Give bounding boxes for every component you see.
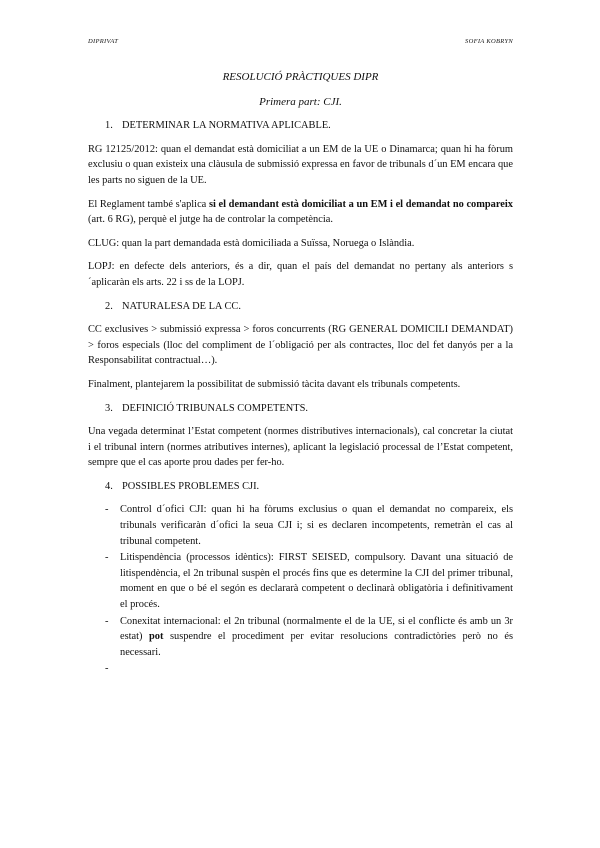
list-dash: - (105, 552, 109, 564)
list-item (88, 502, 513, 549)
paragraph-lopj: LOPJ: en defecte dels anteriors, és a dir, quan el país del demandat no pertany als anteriors s´aplicaràn els arts. 22 i ss de la LOPJ. (88, 261, 513, 288)
text-run: (art. 6 RG), perquè el jutge ha de controlar la competència. (88, 214, 333, 226)
list-item-empty (120, 661, 513, 677)
bold-text: si el demandant està domiciliat a un EM i el demandat no compareix (208, 198, 513, 210)
section-number: 2. (105, 300, 113, 312)
text-run: Conexitat internacional: el 2n tribunal (normalmente el de la UE, si el conflicte és amb un 3r estat) (120, 615, 513, 643)
text-run: suspendre el procediment per evitar resolucions contradictòries però no és necessari. (120, 631, 513, 658)
section-heading-2 (88, 299, 513, 315)
list-dash: - (105, 663, 109, 675)
section-title: DETERMINAR LA NORMATIVA APLICABLE. (122, 120, 331, 132)
section-title: NATURALESA DE LA CC. (122, 300, 241, 312)
section-number: 1. (105, 120, 113, 132)
list-item (88, 661, 513, 677)
text-run: El Reglament també s'aplica (88, 198, 209, 210)
document-subtitle: Primera part: CJI. (259, 95, 342, 108)
paragraph-reglament (88, 197, 513, 228)
section-title: POSSIBLES PROBLEMES CJI. (122, 480, 260, 492)
header-course: DIPRIVAT (88, 38, 119, 45)
paragraph-clug: CLUG: quan la part demandada està domiciliada a Suïssa, Noruega o Islàndia. (88, 237, 415, 249)
list-item-text: Litispendència (processos idèntics): FIRST SEISED, compulsory. Davant una situació de litispendència, el 2n tribunal suspèn el procés fins que es determine la CJI del primer tribunal, moment en que o bé el segón es declararà competent o declinarà obligatòria i definitivament el procés. (120, 552, 513, 611)
list-item-text (120, 614, 513, 661)
section-heading-1 (88, 118, 513, 134)
paragraph-finalment: Finalment, plantejarem la possibilitat de submissió tàcita davant els tribunals competents. (88, 378, 461, 390)
section-title: DEFINICIÓ TRIBUNALS COMPETENTS. (122, 402, 308, 414)
problems-list (88, 502, 513, 677)
section-number: 3. (105, 402, 113, 414)
paragraph-cc: CC exclusives > submissió expressa > foros concurrents (RG GENERAL DOMICILI DEMANDAT) > foros especials (lloc del compliment de l´obligació per als contractes, lloc del fet danyós per a la Responsabilitat contractual…). (88, 324, 513, 367)
section-heading-3 (88, 401, 513, 417)
section-heading-4 (88, 479, 513, 495)
document-title: RESOLUCIÓ PRÀCTIQUES DIPR (222, 71, 379, 83)
section-number: 4. (105, 480, 113, 492)
bold-text: pot (149, 631, 164, 643)
paragraph-tribunals: Una vegada determinat l’Estat competent (normes distributives internacionals), cal concretar la ciutat i el tribunal intern (normes atributives internes), aplicant la legislació processal de l’Estat competent, sempre que el cas aporte prou dades per fer-ho. (88, 426, 513, 469)
list-item-text: Control d´ofici CJI: quan hi ha fòrums exclusius o quan el demandat no compareix, els tribunals verificaràn d´ofici la seua CJI i; si es declaren incompetents, remetràn el cas al tribunal competent. (120, 504, 513, 547)
document-body (88, 70, 513, 678)
page-header (88, 38, 513, 50)
header-author: SOFIA KOBRYN (465, 38, 513, 45)
list-dash: - (105, 615, 109, 627)
list-item (88, 614, 513, 661)
list-item (88, 550, 513, 612)
list-dash: - (105, 504, 109, 516)
paragraph-rg: RG 12125/2012: quan el demandat està domiciliat a un EM de la UE o Dinamarca; quan hi ha fòrum exclusiu o quan existeix una clàusula de submissió expressa en favor de tribunals d´un EM encara que les parts no siguen de la UE. (88, 143, 513, 186)
